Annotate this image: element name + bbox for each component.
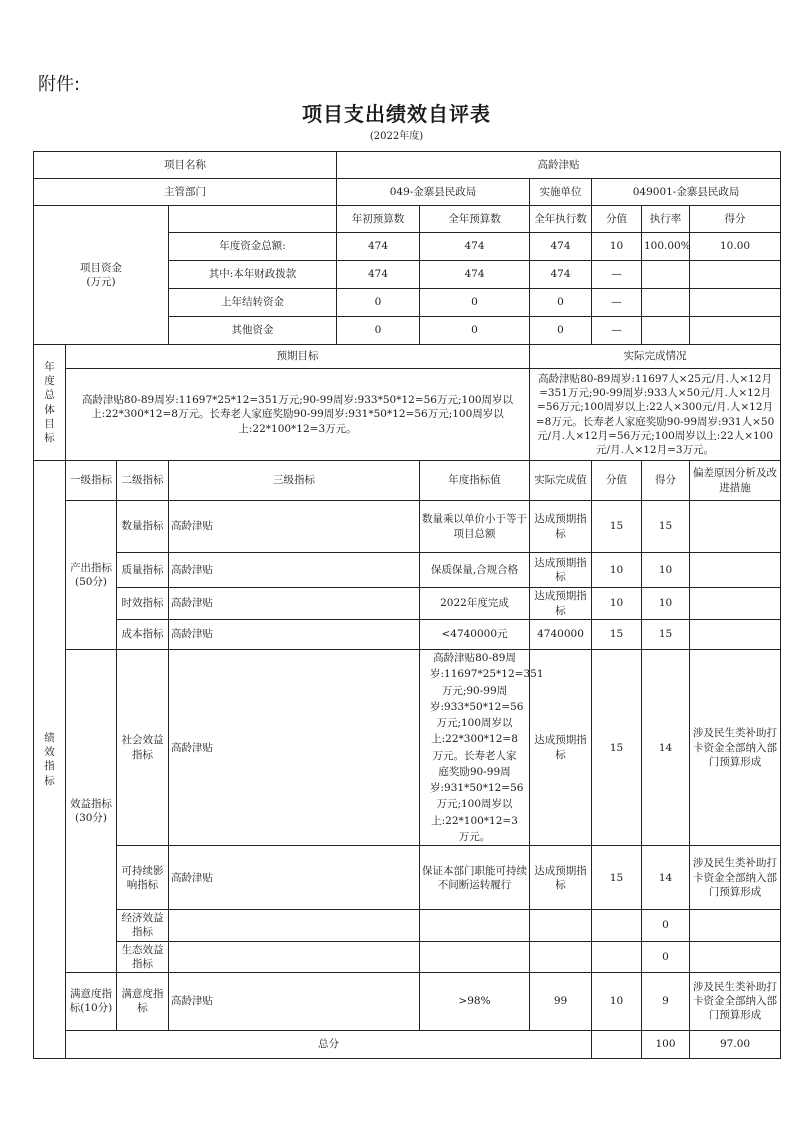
year-subtitle: (2022年度) — [369, 131, 424, 142]
level2-indicator: 数量指标 — [117, 501, 169, 553]
fund-weight: — — [592, 317, 642, 345]
weight: 10 — [592, 972, 642, 1030]
header-annual-value: 年度指标值 — [420, 461, 530, 501]
level3-indicator — [169, 910, 420, 941]
funds-header-blank — [169, 206, 337, 233]
fund-full: 474 — [420, 261, 530, 289]
fund-score — [690, 261, 781, 289]
fund-weight: — — [592, 261, 642, 289]
annual-value: 高龄津贴80-89周岁:11697*25*12=351万元;90-99周岁:933*50*12=56万元;100周岁以上:22*300*12=8万元。长寿老人家庭奖励90-99周岁:931*50*12=56万元;100周岁以上:22*100*12=3万元。 — [420, 650, 530, 846]
fund-row-label: 年度资金总额: — [169, 233, 337, 261]
fund-init: 474 — [337, 261, 420, 289]
fund-exec: 474 — [530, 233, 592, 261]
fund-rate — [642, 317, 690, 345]
weight: 15 — [592, 846, 642, 910]
header-weight: 分值 — [592, 206, 642, 233]
annual-value — [420, 941, 530, 972]
annual-value: 数量乘以单价小于等于项目总额 — [420, 501, 530, 553]
level2-indicator: 可持续影响指标 — [117, 846, 169, 910]
actual-completion-header: 实际完成情况 — [530, 345, 781, 369]
annual-value: 保质保量,合规合格 — [420, 553, 530, 588]
header-full-budget: 全年预算数 — [420, 206, 530, 233]
dept-value: 049-金寨县民政局 — [337, 179, 530, 206]
fund-row-label: 上年结转资金 — [169, 289, 337, 317]
annual-value: <4740000元 — [420, 620, 530, 650]
actual-completion-text: 高龄津贴80-89周岁:11697人×25元/月.人×12月=351万元;90-99周岁:933人×50元/月.人×12月=56万元;100周岁以上:22人×300元/月.人×12月=8万元。长寿老人家庭奖励90-99周岁:931人×50元/月.人×12月=56万元;100周岁以上:22人×100元/月.人×12月=3万元。 — [530, 369, 781, 461]
weight — [592, 941, 642, 972]
project-name: 高龄津贴 — [337, 152, 781, 179]
annual-value: 2022年度完成 — [420, 588, 530, 620]
header-score: 得分 — [642, 461, 690, 501]
actual-value: 达成预期指标 — [530, 650, 592, 846]
fund-init: 0 — [337, 317, 420, 345]
expected-goal-header: 预期目标 — [66, 345, 530, 369]
dept-label: 主管部门 — [34, 179, 337, 206]
fund-rate — [642, 261, 690, 289]
weight: 10 — [592, 553, 642, 588]
fund-init: 0 — [337, 289, 420, 317]
score: 10 — [642, 553, 690, 588]
score: 9 — [642, 972, 690, 1030]
weight: 15 — [592, 650, 642, 846]
level2-indicator: 社会效益指标 — [117, 650, 169, 846]
level3-indicator: 高龄津贴 — [169, 553, 420, 588]
header-level2: 二级指标 — [117, 461, 169, 501]
actual-value: 4740000 — [530, 620, 592, 650]
level3-indicator: 高龄津贴 — [169, 501, 420, 553]
score: 15 — [642, 620, 690, 650]
fund-exec: 0 — [530, 289, 592, 317]
fund-weight: 10 — [592, 233, 642, 261]
fund-full: 0 — [420, 289, 530, 317]
weight: 15 — [592, 620, 642, 650]
satisfaction-indicator-label: 满意度指标(10分) — [66, 972, 117, 1030]
header-level1: 一级指标 — [66, 461, 117, 501]
header-rate: 执行率 — [642, 206, 690, 233]
header-reason: 偏差原因分析及改进措施 — [690, 461, 781, 501]
total-actual-blank — [592, 1030, 642, 1058]
fund-full: 0 — [420, 317, 530, 345]
level2-indicator: 成本指标 — [117, 620, 169, 650]
expected-goal-text: 高龄津贴80-89周岁:11697*25*12=351万元;90-99周岁:933*50*12=56万元;100周岁以上:22*300*12=8万元。长寿老人家庭奖励90-99周岁:931*50*12=56万元;100周岁以上:22*100*12=3万元。 — [66, 369, 530, 461]
benefit-indicator-label: 效益指标 (30分) — [66, 650, 117, 973]
reason: 涉及民生类补助打卡资金全部纳入部门预算形成 — [690, 972, 781, 1030]
funds-label: 项目资金 (万元) — [34, 206, 169, 345]
total-weight: 100 — [642, 1030, 690, 1058]
score: 0 — [642, 941, 690, 972]
header-score: 得分 — [690, 206, 781, 233]
actual-value: 达成预期指标 — [530, 501, 592, 553]
impl-unit-label: 实施单位 — [530, 179, 592, 206]
goals-label: 年 度 总 体 目 标 — [34, 345, 66, 461]
score: 14 — [642, 650, 690, 846]
annual-value: 保证本部门职能可持续不间断运转履行 — [420, 846, 530, 910]
header-init-budget: 年初预算数 — [337, 206, 420, 233]
score: 0 — [642, 910, 690, 941]
fund-rate: 100.00% — [642, 233, 690, 261]
reason: 涉及民生类补助打卡资金全部纳入部门预算形成 — [690, 650, 781, 846]
fund-init: 474 — [337, 233, 420, 261]
annual-value: >98% — [420, 972, 530, 1030]
actual-value — [530, 910, 592, 941]
fund-exec: 474 — [530, 261, 592, 289]
level3-indicator: 高龄津贴 — [169, 588, 420, 620]
fund-score: 10.00 — [690, 233, 781, 261]
weight: 15 — [592, 501, 642, 553]
header-weight: 分值 — [592, 461, 642, 501]
fund-rate — [642, 289, 690, 317]
reason — [690, 910, 781, 941]
total-label: 总分 — [66, 1030, 592, 1058]
project-name-label: 项目名称 — [34, 152, 337, 179]
indicators-label: 绩 效 指 标 — [34, 461, 66, 1059]
score: 14 — [642, 846, 690, 910]
total-score: 97.00 — [690, 1030, 781, 1058]
level2-indicator: 满意度指标 — [117, 972, 169, 1030]
fund-full: 474 — [420, 233, 530, 261]
attachment-label: 附件: — [38, 74, 81, 95]
reason — [690, 588, 781, 620]
score: 15 — [642, 501, 690, 553]
fund-row-label: 其中:本年财政拨款 — [169, 261, 337, 289]
evaluation-table — [33, 151, 781, 1059]
actual-value: 99 — [530, 972, 592, 1030]
impl-unit-value: 049001-金寨县民政局 — [592, 179, 781, 206]
header-actual-value: 实际完成值 — [530, 461, 592, 501]
level2-indicator: 生态效益指标 — [117, 941, 169, 972]
fund-score — [690, 317, 781, 345]
fund-score — [690, 289, 781, 317]
fund-weight: — — [592, 289, 642, 317]
level3-indicator — [169, 941, 420, 972]
level3-indicator: 高龄津贴 — [169, 620, 420, 650]
actual-value — [530, 941, 592, 972]
weight: 10 — [592, 588, 642, 620]
reason: 涉及民生类补助打卡资金全部纳入部门预算形成 — [690, 846, 781, 910]
annual-value — [420, 910, 530, 941]
header-level3: 三级指标 — [169, 461, 420, 501]
level3-indicator: 高龄津贴 — [169, 846, 420, 910]
reason — [690, 620, 781, 650]
page-title: 项目支出绩效自评表 — [302, 102, 491, 126]
fund-exec: 0 — [530, 317, 592, 345]
actual-value: 达成预期指标 — [530, 846, 592, 910]
actual-value: 达成预期指标 — [530, 553, 592, 588]
header-executed: 全年执行数 — [530, 206, 592, 233]
fund-row-label: 其他资金 — [169, 317, 337, 345]
level3-indicator: 高龄津贴 — [169, 650, 420, 846]
reason — [690, 941, 781, 972]
level2-indicator: 经济效益指标 — [117, 910, 169, 941]
actual-value: 达成预期指标 — [530, 588, 592, 620]
score: 10 — [642, 588, 690, 620]
reason — [690, 501, 781, 553]
reason — [690, 553, 781, 588]
level2-indicator: 时效指标 — [117, 588, 169, 620]
weight — [592, 910, 642, 941]
level3-indicator: 高龄津贴 — [169, 972, 420, 1030]
level2-indicator: 质量指标 — [117, 553, 169, 588]
output-indicator-label: 产出指标 (50分) — [66, 501, 117, 650]
